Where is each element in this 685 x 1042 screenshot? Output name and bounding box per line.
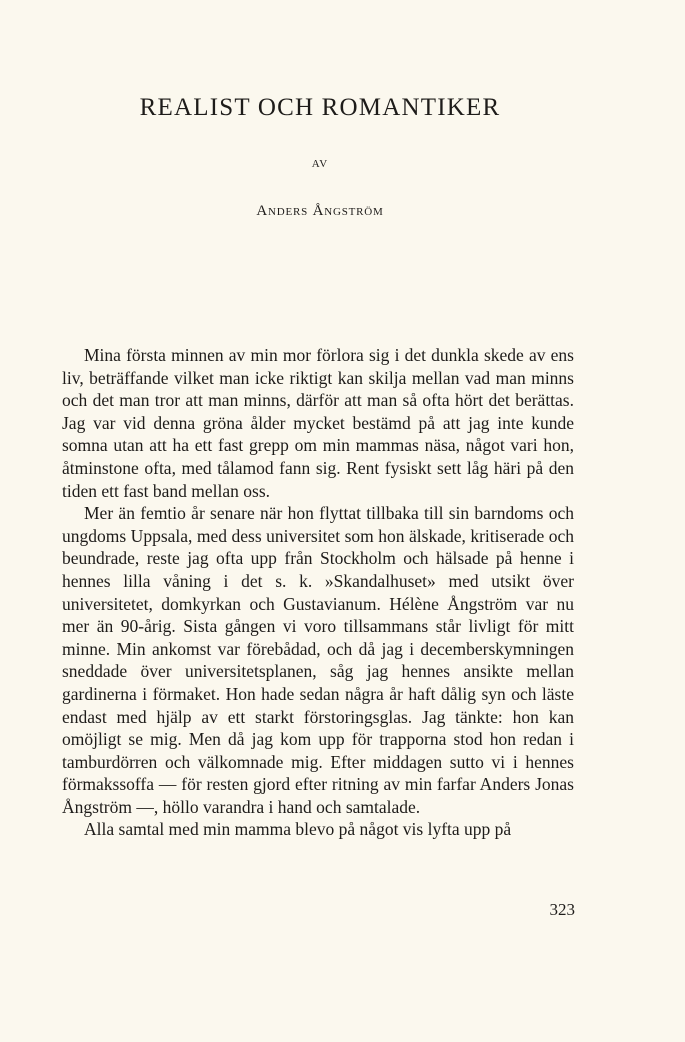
paragraph-3: Alla samtal med min mamma blevo på något vis lyfta upp på xyxy=(84,819,512,840)
paragraph-1: Mina första minnen av min mor förlora sig i det dunkla skede av ens liv, beträffande vilket man icke riktigt kan skilja mellan vad man minns och det man tror att man minns, därför att man så ofta hört det berättas. Jag var vid denna gröna ålder mycket bestämd på att jag inte kunde somna utan att ha ett fast grepp om min mammas näsa, något vari hon, åtminstone ofta, med tålamod fann sig. Rent fysiskt sett låg häri på den tiden ett fast band mellan oss. xyxy=(62,345,574,501)
article-title: REALIST OCH ROMANTIKER xyxy=(139,94,501,121)
author-name: Anders Ångström xyxy=(256,203,384,219)
page-number: 323 xyxy=(549,900,575,919)
body-text xyxy=(62,344,574,841)
paragraph-2: Mer än femtio år senare när hon flyttat tillbaka till sin barndoms och ungdoms Uppsala, med dess universitet som hon älskade, kritiserade och beundrade, reste jag ofta upp från Stockholm och hälsade på henne i hennes lilla våning i det s. k. »Skandalhuset» med utsikt över universitetet, domkyrkan och Gustavianum. Hélène Ångström var nu mer än 90-årig. Sista gången vi voro tillsammans står livligt för mitt minne. Min ankomst var förebådad, och då jag i decemberskymningen sneddade över universitetsplanen, såg jag hennes ansikte mellan gardinerna i förmaket. Hon hade sedan några år haft dålig syn och läste endast med hjälp av ett starkt förstoringsglas. Jag tänkte: hon kan omöjligt se mig. Men då jag kom upp för trapporna stod hon redan i tamburdörren och välkomnade mig. Efter middagen sutto vi i hennes förmakssoffa — för resten gjord efter ritning av min farfar Anders Jonas Ångström —, höllo varandra i hand och samtalade. xyxy=(62,503,574,817)
byline-av: AV xyxy=(311,158,329,170)
